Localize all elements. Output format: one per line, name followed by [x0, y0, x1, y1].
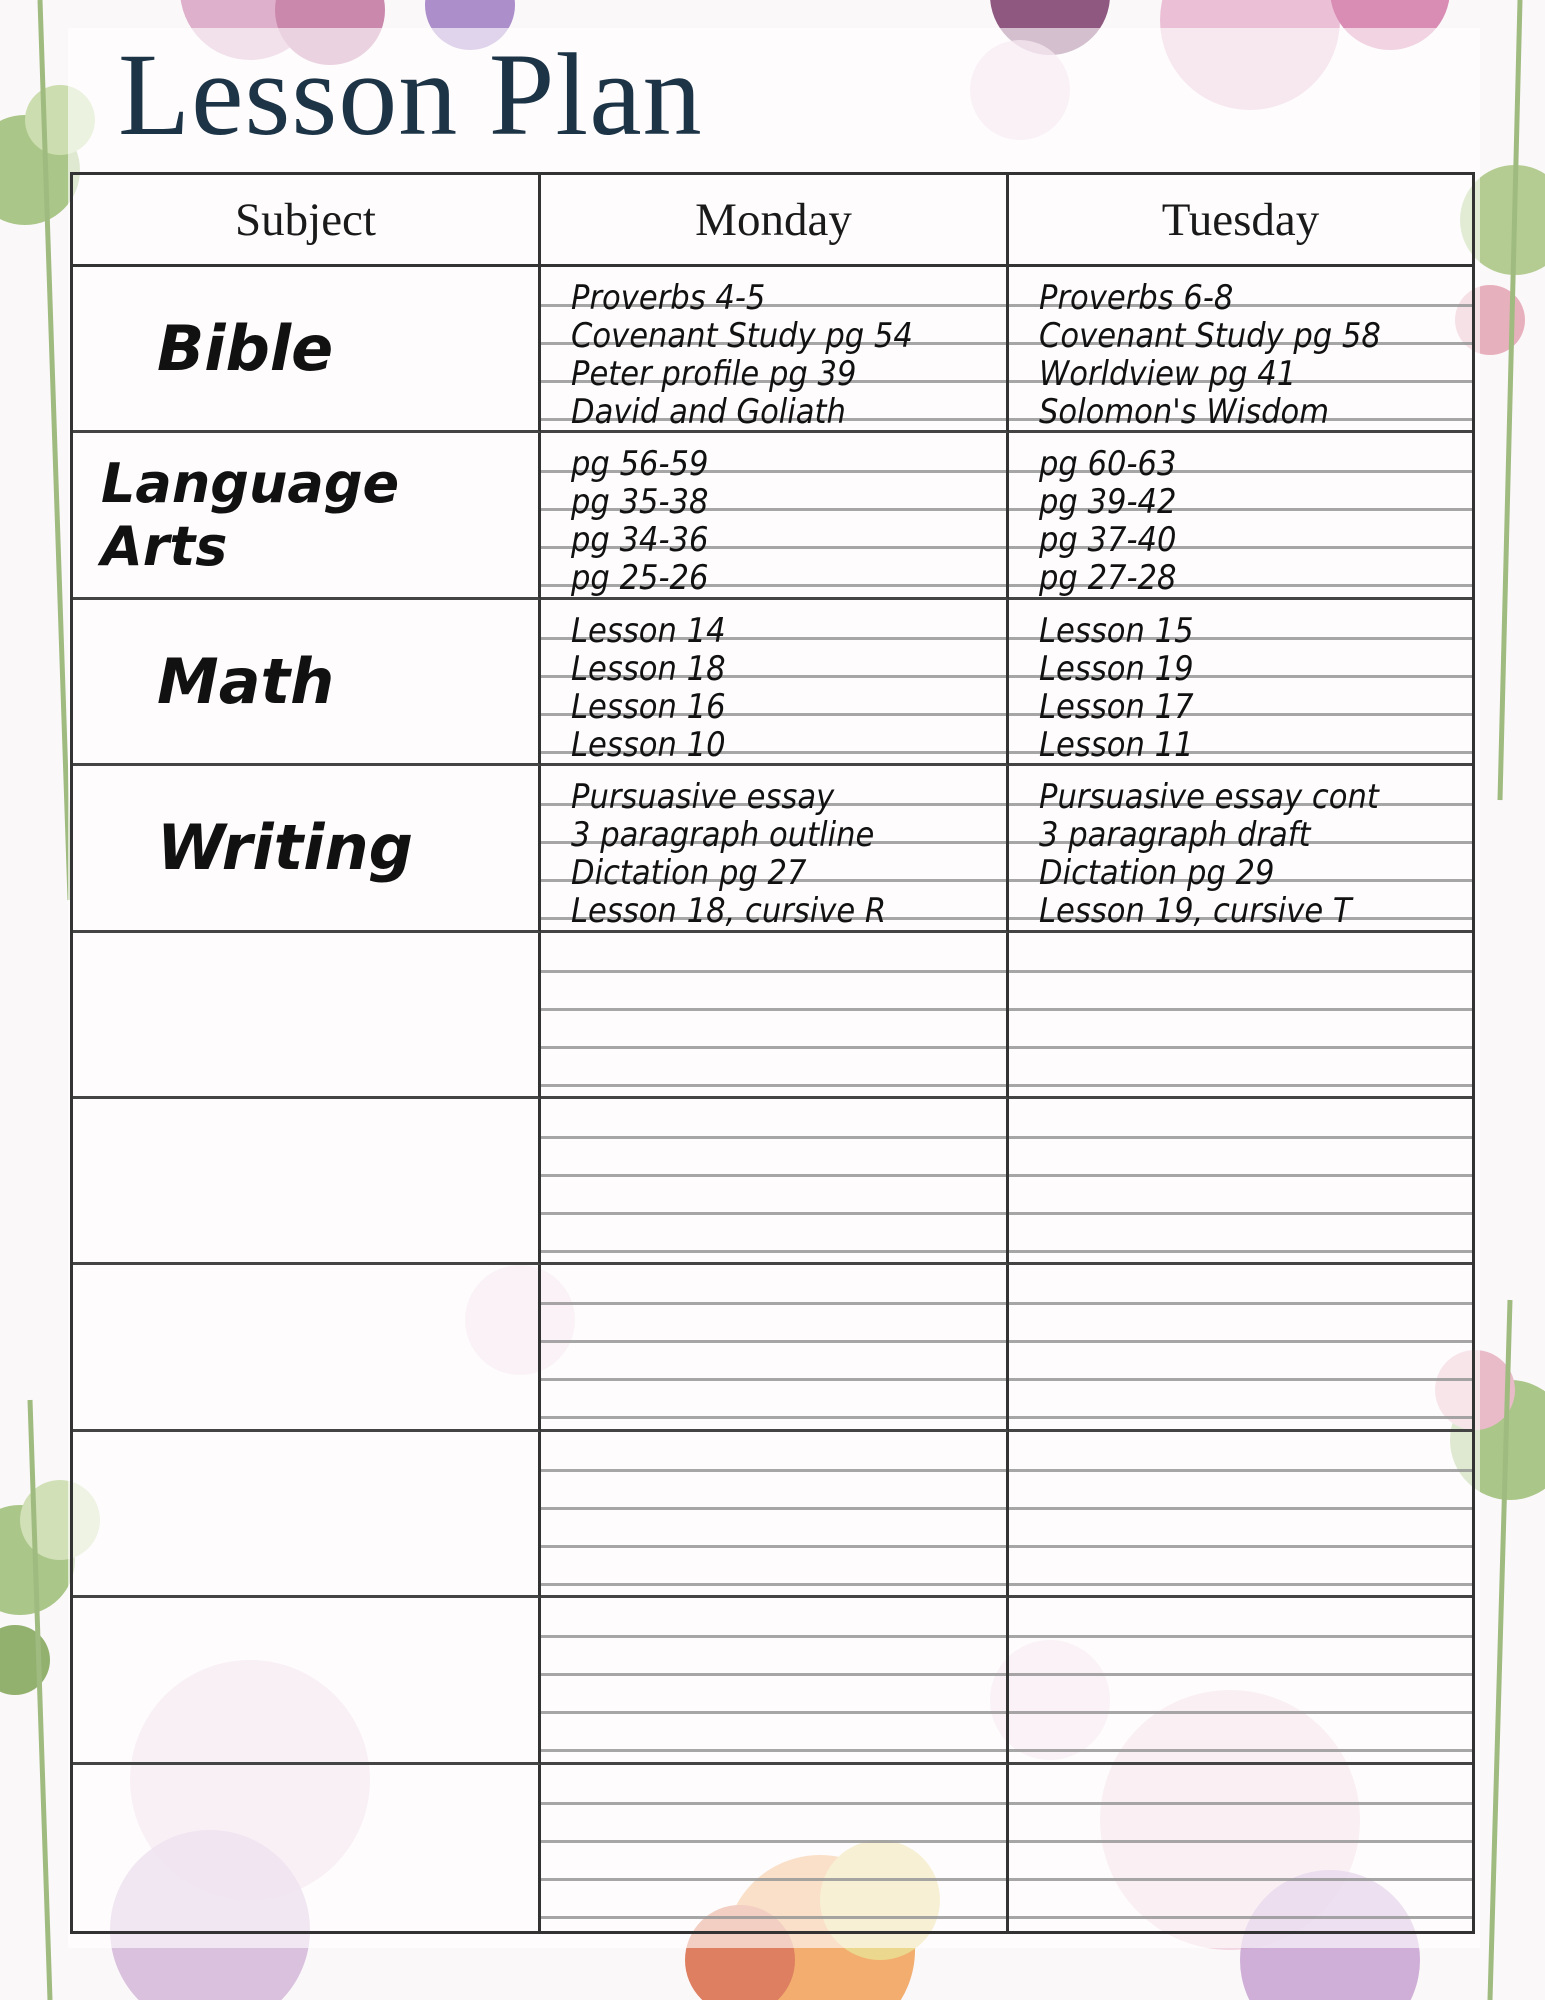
- plan-entry: Solomon's Wisdom: [1039, 392, 1330, 432]
- monday-plan-cell[interactable]: [541, 933, 1009, 1099]
- subject-cell[interactable]: [73, 933, 541, 1099]
- plan-entry: pg 35-38: [571, 482, 709, 523]
- tuesday-plan-cell[interactable]: [1009, 267, 1472, 433]
- plan-entry: pg 25-26: [571, 558, 709, 599]
- subject-cell[interactable]: [73, 600, 541, 766]
- plan-entry: Pursuasive essay: [571, 777, 835, 818]
- plan-entry: Lesson 17: [1039, 686, 1194, 727]
- plan-entry: pg 60-63: [1039, 444, 1177, 485]
- plan-entry: pg 34-36: [571, 520, 709, 561]
- monday-plan-cell[interactable]: [541, 766, 1009, 932]
- subject-cell[interactable]: [73, 766, 541, 932]
- plan-entry: Covenant Study pg 58: [1039, 316, 1381, 356]
- plan-entry: 3 paragraph outline: [571, 815, 875, 856]
- tuesday-plan-cell[interactable]: [1009, 1432, 1472, 1598]
- tuesday-plan-cell[interactable]: [1009, 1265, 1472, 1431]
- subject-cell[interactable]: [73, 1432, 541, 1598]
- page-title: Lesson Plan: [118, 29, 703, 160]
- plan-entry: Proverbs 4-5: [571, 278, 766, 318]
- plan-entry: Lesson 14: [571, 610, 726, 651]
- subject-label: Bible: [157, 312, 334, 386]
- subject-cell[interactable]: [73, 1765, 541, 1931]
- plan-entry: David and Goliath: [571, 392, 846, 432]
- monday-plan-cell[interactable]: [541, 1765, 1009, 1931]
- plan-entry: Lesson 18: [571, 648, 726, 689]
- plan-entry: Lesson 10: [571, 724, 726, 765]
- tuesday-plan-cell[interactable]: [1009, 433, 1472, 599]
- tuesday-plan-cell[interactable]: [1009, 1765, 1472, 1931]
- plan-entry: Lesson 15: [1039, 610, 1194, 651]
- monday-plan-cell[interactable]: [541, 1099, 1009, 1265]
- monday-plan-cell[interactable]: [541, 1265, 1009, 1431]
- subject-label: Language Arts: [101, 452, 400, 579]
- subject-cell[interactable]: [73, 1265, 541, 1431]
- monday-plan-cell[interactable]: [541, 433, 1009, 599]
- plan-entry: pg 27-28: [1039, 558, 1177, 599]
- plan-entry: Dictation pg 29: [1039, 853, 1275, 894]
- plan-entry: 3 paragraph draft: [1039, 815, 1311, 856]
- monday-plan-cell[interactable]: [541, 1432, 1009, 1598]
- plan-entry: Peter profile pg 39: [571, 354, 857, 394]
- tuesday-plan-cell[interactable]: [1009, 933, 1472, 1099]
- subject-cell[interactable]: [73, 1099, 541, 1265]
- plan-entry: Dictation pg 27: [571, 853, 807, 894]
- plan-entry: Covenant Study pg 54: [571, 316, 913, 356]
- plan-entry: Pursuasive essay cont: [1039, 777, 1379, 818]
- plan-entry: Lesson 19, cursive T: [1039, 891, 1352, 932]
- column-header-subject: Subject: [73, 175, 541, 267]
- monday-plan-cell[interactable]: [541, 267, 1009, 433]
- tuesday-plan-cell[interactable]: [1009, 1099, 1472, 1265]
- monday-plan-cell[interactable]: [541, 600, 1009, 766]
- subject-cell[interactable]: [73, 1598, 541, 1764]
- tuesday-plan-cell[interactable]: [1009, 600, 1472, 766]
- tuesday-plan-cell[interactable]: [1009, 1598, 1472, 1764]
- plan-entry: Proverbs 6-8: [1039, 278, 1234, 318]
- plan-entry: Worldview pg 41: [1039, 354, 1297, 394]
- subject-label: Writing: [157, 811, 413, 885]
- monday-plan-cell[interactable]: [541, 1598, 1009, 1764]
- plan-entry: pg 39-42: [1039, 482, 1177, 523]
- column-header-monday: Monday: [541, 175, 1009, 267]
- plan-entry: Lesson 19: [1039, 648, 1194, 689]
- plan-entry: Lesson 16: [571, 686, 726, 727]
- tuesday-plan-cell[interactable]: [1009, 766, 1472, 932]
- column-header-tuesday: Tuesday: [1009, 175, 1472, 267]
- plan-entry: Lesson 18, cursive R: [571, 891, 887, 932]
- lesson-plan-table: [70, 172, 1475, 1934]
- subject-label: Math: [157, 644, 335, 718]
- subject-cell[interactable]: [73, 267, 541, 433]
- plan-entry: pg 37-40: [1039, 520, 1177, 561]
- plan-entry: pg 56-59: [571, 444, 709, 485]
- subject-cell[interactable]: [73, 433, 541, 599]
- plan-entry: Lesson 11: [1039, 724, 1194, 765]
